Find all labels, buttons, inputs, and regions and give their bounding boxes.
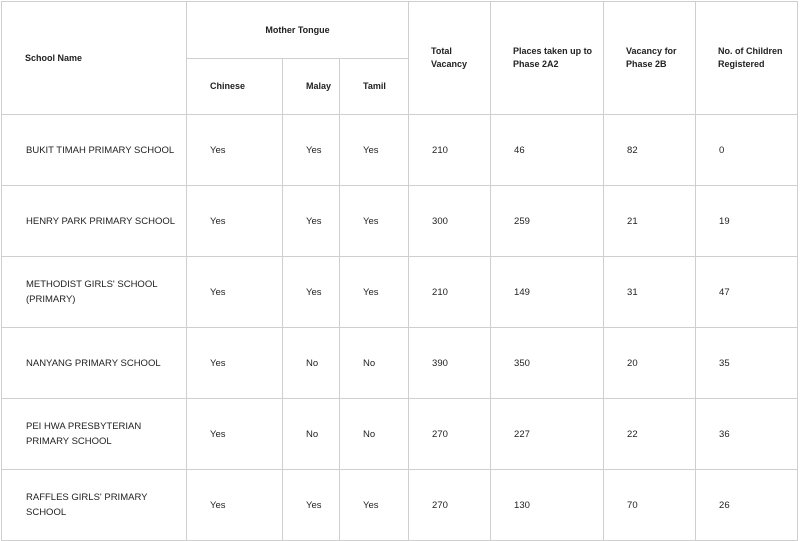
tamil-cell: Yes <box>340 470 409 541</box>
chinese-cell: Yes <box>187 399 283 470</box>
table-row <box>2 115 798 186</box>
header-total-vacancy: Total Vacancy <box>409 2 491 115</box>
table-row <box>2 186 798 257</box>
vacancy-2b-cell: 21 <box>604 186 696 257</box>
places-taken-cell: 46 <box>491 115 604 186</box>
header-places-taken: Places taken up to Phase 2A2 <box>491 2 604 115</box>
school-name-cell: HENRY PARK PRIMARY SCHOOL <box>2 186 187 257</box>
table-row <box>2 328 798 399</box>
header-row-top <box>2 2 798 59</box>
tamil-cell: No <box>340 399 409 470</box>
table-row <box>2 399 798 470</box>
vacancy-2b-cell: 22 <box>604 399 696 470</box>
header-mother-tongue: Mother Tongue <box>187 2 409 59</box>
malay-cell: Yes <box>283 115 340 186</box>
total-vacancy-cell: 210 <box>409 257 491 328</box>
registered-cell: 36 <box>696 399 798 470</box>
school-vacancy-table <box>1 1 798 541</box>
places-taken-cell: 227 <box>491 399 604 470</box>
places-taken-cell: 350 <box>491 328 604 399</box>
tamil-cell: Yes <box>340 257 409 328</box>
places-taken-cell: 259 <box>491 186 604 257</box>
header-malay: Malay <box>283 59 340 115</box>
table-row <box>2 470 798 541</box>
total-vacancy-cell: 270 <box>409 399 491 470</box>
header-tamil: Tamil <box>340 59 409 115</box>
vacancy-2b-cell: 31 <box>604 257 696 328</box>
registered-cell: 35 <box>696 328 798 399</box>
chinese-cell: Yes <box>187 257 283 328</box>
registered-cell: 0 <box>696 115 798 186</box>
malay-cell: No <box>283 328 340 399</box>
registered-cell: 26 <box>696 470 798 541</box>
places-taken-cell: 130 <box>491 470 604 541</box>
header-chinese: Chinese <box>187 59 283 115</box>
vacancy-2b-cell: 20 <box>604 328 696 399</box>
school-name-cell: BUKIT TIMAH PRIMARY SCHOOL <box>2 115 187 186</box>
places-taken-cell: 149 <box>491 257 604 328</box>
registered-cell: 47 <box>696 257 798 328</box>
header-children-registered: No. of Children Registered <box>696 2 798 115</box>
vacancy-2b-cell: 70 <box>604 470 696 541</box>
tamil-cell: Yes <box>340 186 409 257</box>
chinese-cell: Yes <box>187 186 283 257</box>
total-vacancy-cell: 390 <box>409 328 491 399</box>
vacancy-2b-cell: 82 <box>604 115 696 186</box>
school-name-cell: NANYANG PRIMARY SCHOOL <box>2 328 187 399</box>
school-name-cell: RAFFLES GIRLS' PRIMARY SCHOOL <box>2 470 187 541</box>
malay-cell: Yes <box>283 470 340 541</box>
header-school-name: School Name <box>2 2 187 115</box>
table-row <box>2 257 798 328</box>
registered-cell: 19 <box>696 186 798 257</box>
malay-cell: Yes <box>283 186 340 257</box>
tamil-cell: No <box>340 328 409 399</box>
header-vacancy-2b: Vacancy for Phase 2B <box>604 2 696 115</box>
chinese-cell: Yes <box>187 115 283 186</box>
malay-cell: Yes <box>283 257 340 328</box>
tamil-cell: Yes <box>340 115 409 186</box>
total-vacancy-cell: 270 <box>409 470 491 541</box>
chinese-cell: Yes <box>187 470 283 541</box>
total-vacancy-cell: 300 <box>409 186 491 257</box>
total-vacancy-cell: 210 <box>409 115 491 186</box>
school-name-cell: PEI HWA PRESBYTERIAN PRIMARY SCHOOL <box>2 399 187 470</box>
malay-cell: No <box>283 399 340 470</box>
school-name-cell: METHODIST GIRLS' SCHOOL (PRIMARY) <box>2 257 187 328</box>
chinese-cell: Yes <box>187 328 283 399</box>
